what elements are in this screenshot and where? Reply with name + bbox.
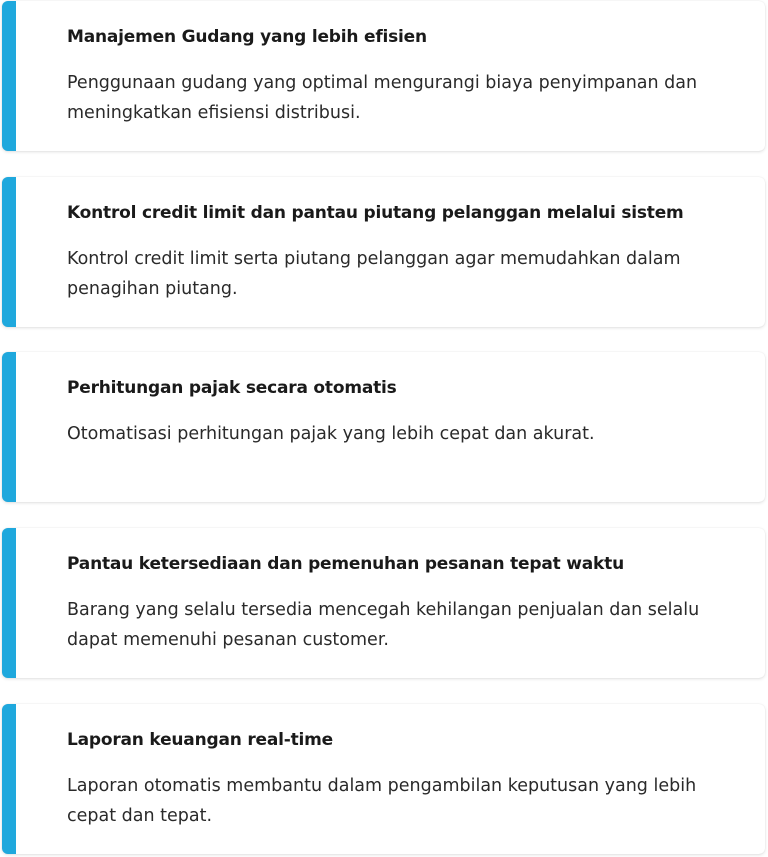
feature-card-stock-availability — [2, 528, 765, 678]
feature-card-financial-report — [2, 704, 765, 854]
feature-title: Laporan keuangan real-time — [67, 730, 334, 750]
feature-card-warehouse — [2, 1, 765, 151]
feature-description: Otomatisasi perhitungan pajak yang lebih cepat dan akurat. — [67, 424, 595, 444]
feature-description: Kontrol credit limit serta piutang pelanggan agar memudahkan dalam penagihan piutang. — [67, 249, 681, 299]
feature-description: Penggunaan gudang yang optimal mengurangi biaya penyimpanan dan meningkatkan efisiensi distribusi. — [67, 73, 698, 123]
feature-description: Laporan otomatis membantu dalam pengambilan keputusan yang lebih cepat dan tepat. — [67, 776, 697, 826]
feature-title: Perhitungan pajak secara otomatis — [67, 378, 397, 398]
feature-title: Pantau ketersediaan dan pemenuhan pesanan tepat waktu — [67, 554, 624, 574]
feature-description: Barang yang selalu tersedia mencegah kehilangan penjualan dan selalu dapat memenuhi pesanan customer. — [67, 600, 700, 650]
feature-title: Manajemen Gudang yang lebih efisien — [67, 27, 427, 47]
feature-card-credit-limit — [2, 177, 765, 327]
feature-title: Kontrol credit limit dan pantau piutang pelanggan melalui sistem — [67, 203, 684, 223]
feature-card-tax — [2, 352, 765, 502]
